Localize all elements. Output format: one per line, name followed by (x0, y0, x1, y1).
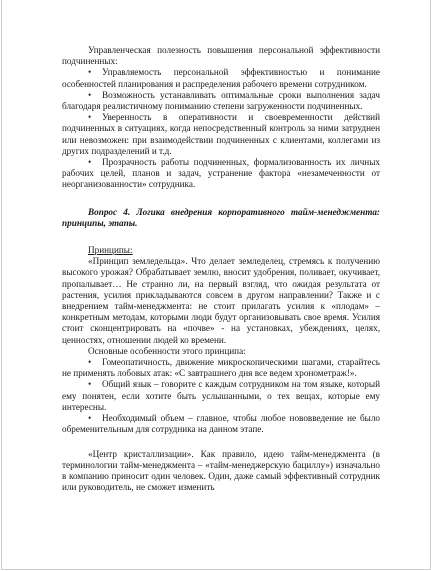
bullet-item: • Управляемость персональной эффективностью и понимание особенностей планирования и распределения рабочего времени сотрудником. (62, 67, 380, 89)
section-heading: Вопрос 4. Логика внедрения корпоративного тайм-менеджмента: принципы, этапы. (62, 206, 380, 228)
principle-paragraph: «Центр кристаллизации». Как правило, идею тайм-менеджмента (в терминологии тайм-менеджмента – «тайм-менеджерскую бациллу») изначально в компанию приносит один человек. Один, даже самый эффективный сотрудник или руководитель, не сможет изменить (62, 448, 380, 493)
bullet-item: • Возможность устанавливать оптимальные сроки выполнения задач благодаря реалистичному пониманию степени загруженности подчиненных. (62, 89, 380, 112)
bullet-item: • Уверенность в оперативности и своевременности действий подчиненных в ситуациях, когда непосредственный контроль за ними затруднен или невозможен: при взаимодействии подчиненных с клиентами, коллегами из других подразделений и т.д. (62, 112, 380, 156)
section-intro: Управленческая полезность повышения персональной эффективности подчиненных: (62, 45, 380, 67)
bullet-dot-icon: • (88, 413, 92, 424)
bullet-dot-icon: • (88, 89, 92, 100)
bullet-dot-icon: • (88, 112, 92, 123)
bullet-item: • Необходимый объем – главное, чтобы любое нововведение не было обременительным для сотрудника на данном этапе. (62, 413, 380, 435)
bullet-item: • Общий язык – говорите с каждым сотрудником на том языке, который ему понятен, если хотите быть услышанными, о тех вещах, которые ему интересны. (62, 379, 380, 412)
document-body (62, 45, 380, 493)
bullet-dot-icon: • (88, 67, 92, 78)
features-intro: Основные особенности этого принципа: (88, 345, 246, 356)
bullet-item: • Гомеопатичность, движение микроскопическими шагами, старайтесь не применять лобовых атак: «С завтрашнего дня все ведем хронометраж!». (62, 357, 380, 379)
bullet-dot-icon: • (88, 157, 92, 168)
bullet-dot-icon: • (88, 357, 92, 368)
bullet-item: • Прозрачность работы подчиненных, формализованность их личных рабочих целей, планов и задач, устранение фактора «незамеченности от неорганизованности» сотрудника. (62, 157, 380, 190)
principles-label: Принципы: (88, 245, 133, 256)
bullet-dot-icon: • (88, 379, 92, 390)
principle-paragraph: «Принцип земледельца». Что делает земледелец, стремясь к получению высокого урожая? Обрабатывает землю, вносит удобрения, поливает, окучивает, пропалывает… Не странно ли, на первый взгляд, что ожидая результата от растения, усилия прикладываются совсем в другом направлении? Также и с внедрением тайм-менеджмента: не стоит прилагать усилия к «плодам» – конкретным методам, которыми люди будут организовывать свое время. Усилия стоит сконцентрировать на «почве» - на установках, убеждениях, целях, ценностях, отношении людей ко времени. (62, 256, 380, 345)
